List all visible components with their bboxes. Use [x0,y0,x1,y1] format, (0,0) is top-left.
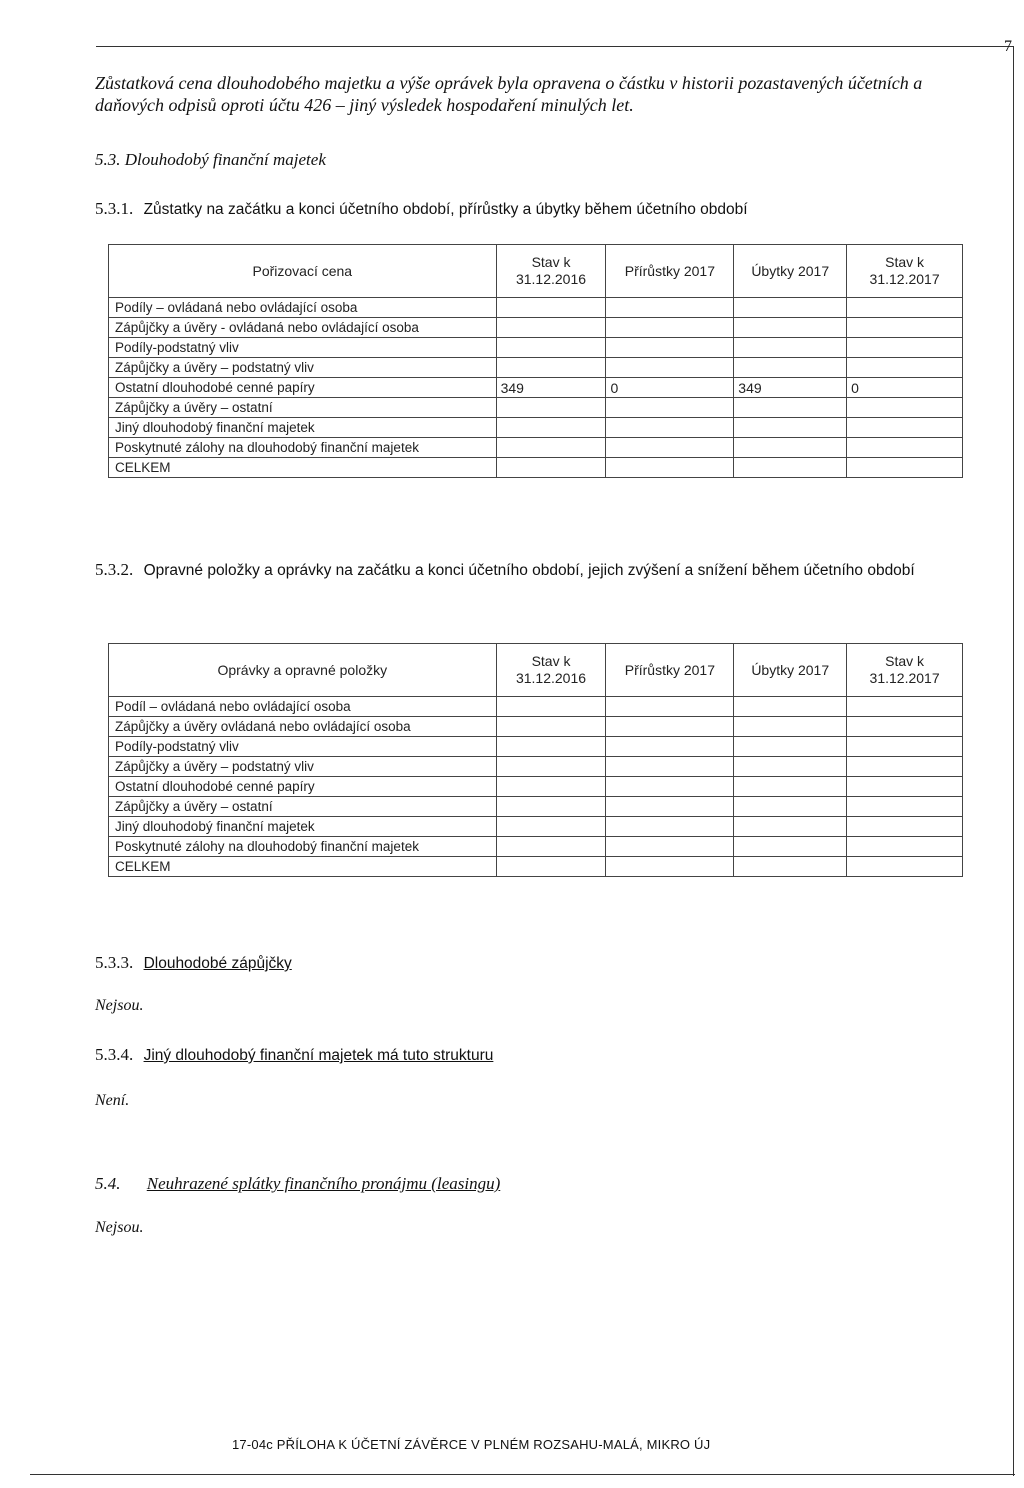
table-row [109,857,963,877]
cell [606,398,734,418]
cell [606,717,734,737]
table-row [109,298,963,318]
table-row [109,777,963,797]
table-row [109,797,963,817]
cell [606,837,734,857]
cell [496,418,606,438]
cell [606,817,734,837]
cell [734,737,847,757]
cell [847,358,963,378]
cell [734,697,847,717]
table-row [109,757,963,777]
row-label: Zápůjčky a úvěry ovládaná nebo ovládající osoba [109,717,497,737]
cell [606,797,734,817]
cell [606,358,734,378]
cell [734,837,847,857]
cell [734,458,847,478]
section-number: 5.3.1. [95,199,134,218]
table-row [109,458,963,478]
row-label: CELKEM [109,857,497,877]
cell [496,717,606,737]
cell [496,777,606,797]
page-frame-top [96,46,1014,47]
page-frame-bottom [30,1474,1015,1475]
cell [496,438,606,458]
cell [606,438,734,458]
cell [734,777,847,797]
page-frame-right [1013,46,1014,1476]
column-header: Úbytky 2017 [734,644,847,697]
row-label: Podíly-podstatný vliv [109,737,497,757]
table-row [109,837,963,857]
section-title: Dlouhodobé zápůjčky [143,955,292,972]
cell [496,338,606,358]
table-row [109,378,963,398]
cell [496,737,606,757]
cell [496,797,606,817]
column-header: Přírůstky 2017 [606,644,734,697]
table-row [109,338,963,358]
table-row [109,418,963,438]
section-number: 5.3.2. [95,560,134,579]
cell [496,398,606,418]
table-row [109,398,963,418]
cell [847,438,963,458]
cell [734,438,847,458]
cell [734,757,847,777]
column-header: Přírůstky 2017 [606,245,734,298]
page-number: 7 [1004,38,1012,55]
row-label: Zápůjčky a úvěry – ostatní [109,398,497,418]
cell [734,717,847,737]
section-number: 5.3. [95,150,121,169]
section-5-4-body: Nejsou. [95,1219,144,1236]
cell [606,857,734,877]
table-header-row [109,245,963,298]
cell [847,857,963,877]
row-label: Ostatní dlouhodobé cenné papíry [109,777,497,797]
cell [847,338,963,358]
cell: 0 [847,378,963,398]
cell [847,817,963,837]
section-5-3-3-heading [95,953,292,973]
cell [847,837,963,857]
cell [734,318,847,338]
acquisition-cost-table [108,244,963,478]
cell [606,338,734,358]
cell [496,757,606,777]
cell [847,697,963,717]
column-header: Stav k 31.12.2017 [847,644,963,697]
cell: 349 [734,378,847,398]
table-row [109,358,963,378]
cell [606,777,734,797]
cell [734,338,847,358]
section-number: 5.3.3. [95,953,134,972]
section-5-4-heading [95,1174,500,1194]
section-title: Neuhrazené splátky finančního pronájmu (leasingu) [146,1174,501,1193]
cell [734,398,847,418]
cell [734,358,847,378]
cell [496,817,606,837]
row-label: CELKEM [109,458,497,478]
cell [847,717,963,737]
cell [606,298,734,318]
row-label: Poskytnuté zálohy na dlouhodobý finanční majetek [109,438,497,458]
cell [496,857,606,877]
table-header-row [109,644,963,697]
section-5-3-3-body: Nejsou. [95,997,144,1014]
column-header: Úbytky 2017 [734,245,847,298]
section-5-3-4-body: Není. [95,1092,130,1109]
table-row [109,318,963,338]
table-row [109,737,963,757]
cell [847,777,963,797]
row-label: Jiný dlouhodobý finanční majetek [109,418,497,438]
section-title: Opravné položky a oprávky na začátku a konci účetního období, jejich zvýšení a snížení během účetního období [143,562,915,579]
cell [496,358,606,378]
cell [734,817,847,837]
cell: 0 [606,378,734,398]
cell [847,757,963,777]
row-label: Zápůjčky a úvěry – podstatný vliv [109,358,497,378]
cell [734,418,847,438]
cell [496,458,606,478]
cell [606,757,734,777]
table-row [109,438,963,458]
row-label: Podíl – ovládaná nebo ovládající osoba [109,697,497,717]
cell [847,318,963,338]
cell [496,697,606,717]
intro-paragraph: Zůstatková cena dlouhodobého majetku a výše oprávek byla opravena o částku v historii pozastavených účetních a daňových odpisů oproti účtu 426 – jiný výsledek hospodaření minulých let. [95,73,923,115]
cell [606,737,734,757]
section-5-3-1-heading [95,199,748,219]
row-label: Zápůjčky a úvěry - ovládaná nebo ovládající osoba [109,318,497,338]
column-header: Stav k 31.12.2016 [496,644,606,697]
page-footer: 17-04c PŘÍLOHA K ÚČETNÍ ZÁVĚRCE V PLNÉM ROZSAHU-MALÁ, MIKRO ÚJ [232,1437,711,1452]
adjustments-table [108,643,963,877]
row-label: Poskytnuté zálohy na dlouhodobý finanční majetek [109,837,497,857]
section-title: Zůstatky na začátku a konci účetního období, přírůstky a úbytky během účetního období [143,201,748,218]
section-5-3-2-heading [95,557,975,584]
section-title: Jiný dlouhodobý finanční majetek má tuto strukturu [143,1047,494,1064]
section-title: Dlouhodobý finanční majetek [124,150,326,169]
cell [847,797,963,817]
table-row [109,817,963,837]
cell [847,418,963,438]
cell [496,298,606,318]
cell [847,298,963,318]
cell [734,857,847,877]
table-row [109,697,963,717]
cell [606,458,734,478]
row-label: Ostatní dlouhodobé cenné papíry [109,378,497,398]
cell [606,418,734,438]
cell [734,298,847,318]
section-number: 5.4. [95,1174,121,1193]
cell [847,458,963,478]
column-header: Pořizovací cena [109,245,497,298]
row-label: Jiný dlouhodobý finanční majetek [109,817,497,837]
cell [496,318,606,338]
column-header: Stav k 31.12.2017 [847,245,963,298]
cell [496,837,606,857]
section-5-3-4-heading [95,1045,493,1065]
row-label: Zápůjčky a úvěry – ostatní [109,797,497,817]
cell: 349 [496,378,606,398]
cell [606,697,734,717]
cell [606,318,734,338]
cell [847,398,963,418]
column-header: Oprávky a opravné položky [109,644,497,697]
column-header: Stav k 31.12.2016 [496,245,606,298]
section-number: 5.3.4. [95,1045,134,1064]
row-label: Zápůjčky a úvěry – podstatný vliv [109,757,497,777]
table-row [109,717,963,737]
cell [847,737,963,757]
section-5-3-heading [95,150,326,170]
row-label: Podíly-podstatný vliv [109,338,497,358]
cell [734,797,847,817]
row-label: Podíly – ovládaná nebo ovládající osoba [109,298,497,318]
